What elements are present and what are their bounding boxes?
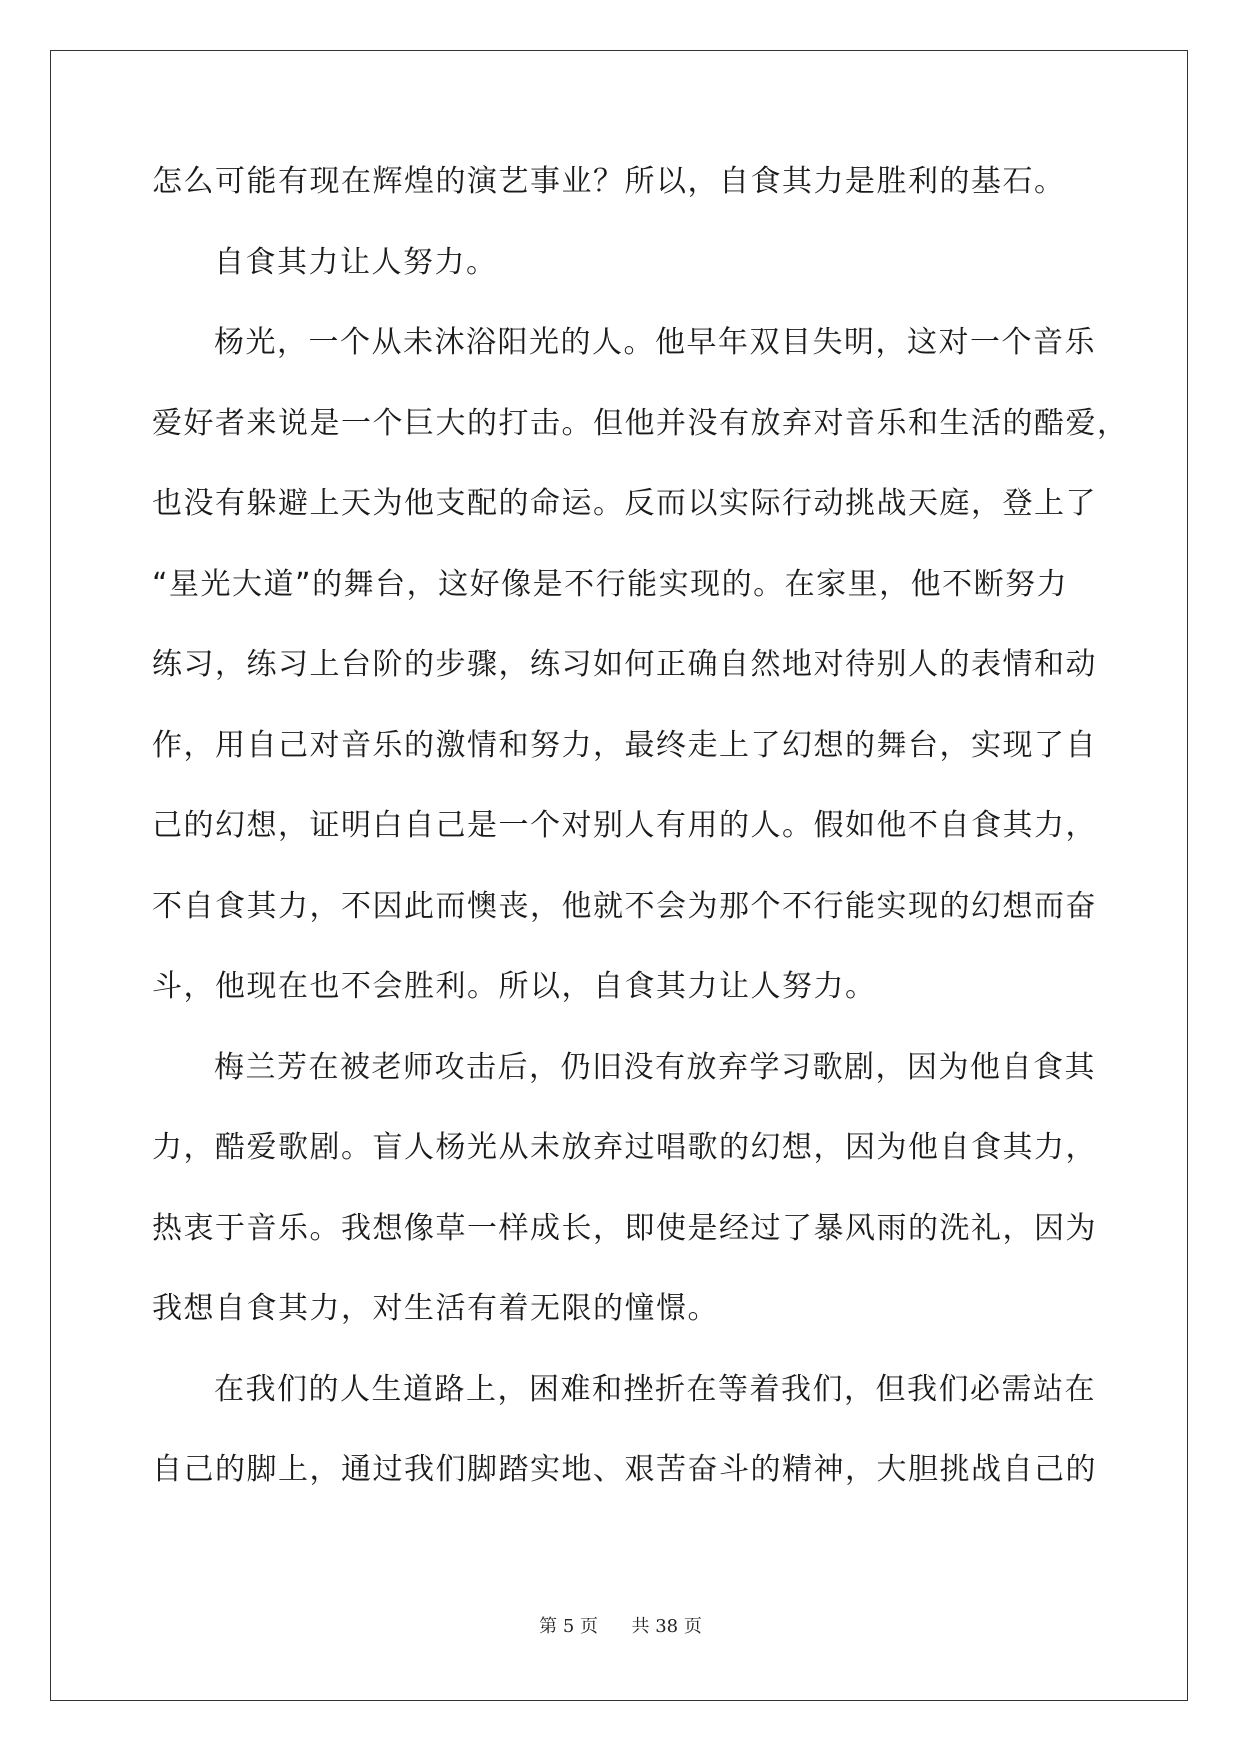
text-line: 力，酷爱歌剧。盲人杨光从未放弃过唱歌的幻想，因为他自食其力，	[152, 1130, 1097, 1165]
text-line: 也没有躲避上天为他支配的命运。反而以实际行动挑战天庭，登上了	[152, 486, 1097, 521]
text-line: 我想自食其力，对生活有着无限的憧憬。	[152, 1291, 719, 1326]
text-line: 怎么可能有现在辉煌的演艺事业？所以，自食其力是胜利的基石。	[152, 164, 1066, 199]
page-number: 第 5 页	[539, 1616, 599, 1637]
text-line: 自己的脚上，通过我们脚踏实地、艰苦奋斗的精神，大胆挑战自己的	[152, 1452, 1097, 1487]
text-line: 在我们的人生道路上，困难和挫折在等着我们，但我们必需站在	[214, 1371, 1096, 1407]
text-line: 己的幻想，证明白自己是一个对别人有用的人。假如他不自食其力，	[152, 808, 1097, 843]
text-line: 热衷于音乐。我想像草一样成长，即使是经过了暴风雨的洗礼，因为	[152, 1210, 1097, 1246]
text-line: 不自食其力，不因此而懊丧，他就不会为那个不行能实现的幻想而奋	[152, 888, 1097, 924]
page-footer	[0, 1612, 1241, 1638]
page-total: 共 38 页	[631, 1616, 702, 1637]
text-line: 爱好者来说是一个巨大的打击。但他并没有放弃对音乐和生活的酷爱，	[152, 405, 1129, 441]
text-line: 梅兰芳在被老师攻击后，仍旧没有放弃学习歌剧，因为他自食其	[214, 1049, 1096, 1085]
text-line: “星光大道”的舞台，这好像是不行能实现的。在家里，他不断努力	[152, 566, 1069, 602]
text-line: 杨光，一个从未沐浴阳光的人。他早年双目失明，这对一个音乐	[214, 325, 1096, 360]
body-text	[152, 162, 1129, 1531]
text-line: 作，用自己对音乐的激情和努力，最终走上了幻想的舞台，实现了自	[152, 727, 1097, 763]
text-line: 斗，他现在也不会胜利。所以，自食其力让人努力。	[152, 969, 877, 1004]
text-line: 自食其力让人努力。	[214, 244, 498, 280]
text-line: 练习，练习上台阶的步骤，练习如何正确自然地对待别人的表情和动	[152, 647, 1097, 682]
